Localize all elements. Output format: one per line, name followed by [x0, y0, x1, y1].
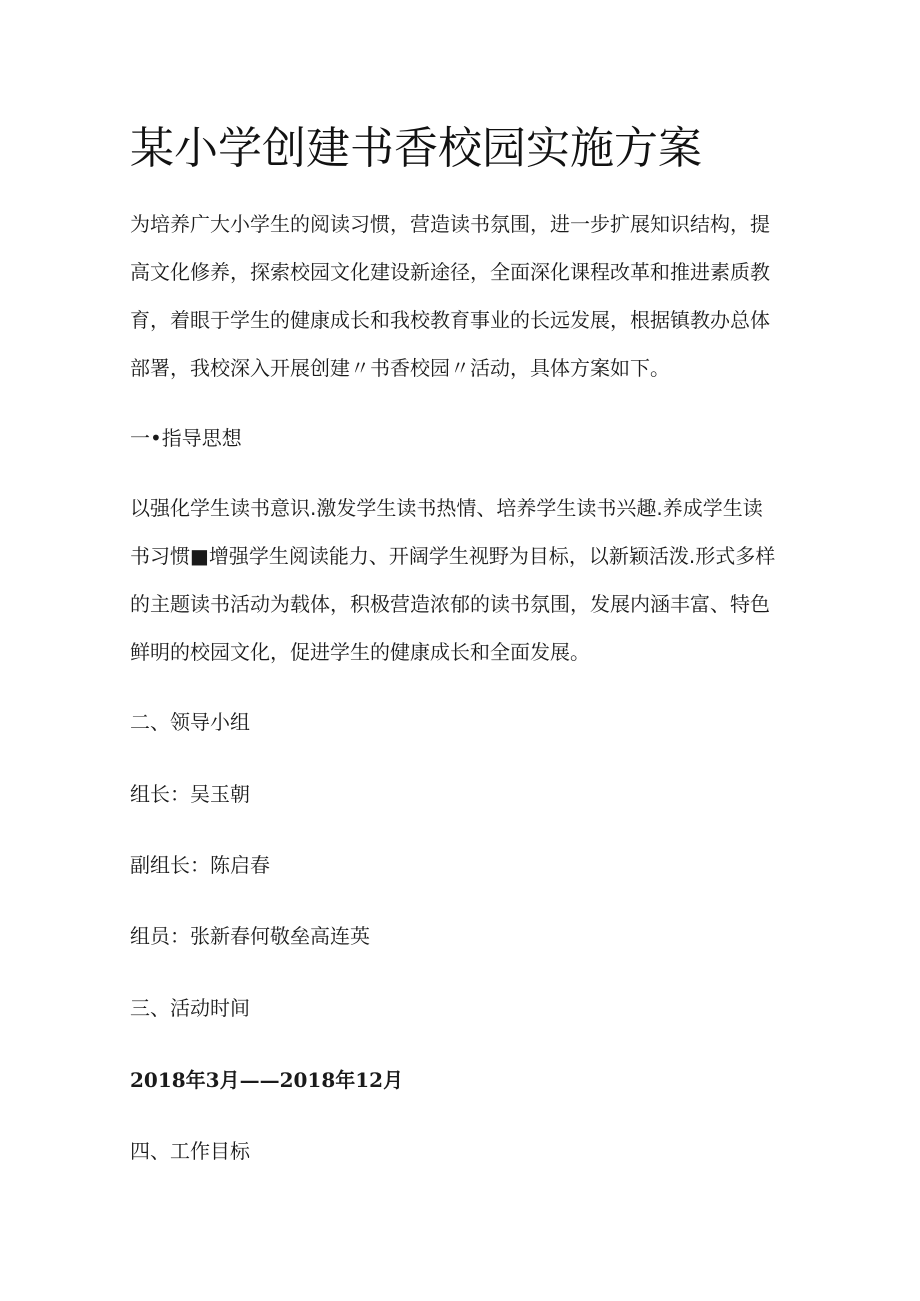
section1-line: 的主题读书活动为载体，积极营造浓郁的读书氛围，发展内涵丰富、特色: [130, 592, 770, 616]
intro-line: 高文化修养，探索校园文化建设新途径，全面深化课程改革和推进素质教: [130, 260, 770, 284]
members-line: 组员：张新春何敬垒高连英: [130, 924, 370, 948]
section2-heading: 二、领导小组: [130, 710, 250, 734]
section1-line: 书习惯■增强学生阅读能力、开阔学生视野为目标，以新颖活泼.形式多样: [130, 544, 776, 568]
section1-line: 鲜明的校园文化，促进学生的健康成长和全面发展。: [130, 640, 590, 664]
leader-line: 组长：吴玉朝: [130, 782, 250, 806]
activity-period: 2018年3月——2018年12月: [130, 1068, 404, 1092]
section3-heading: 三、活动时间: [130, 996, 250, 1020]
intro-line: 为培养广大小学生的阅读习惯，营造读书氛围，进一步扩展知识结构，提: [130, 212, 770, 236]
intro-line: 部署，我校深入开展创建〃书香校园〃活动，具体方案如下。: [130, 356, 670, 380]
document-title: 某小学创建书香校园实施方案: [130, 123, 702, 174]
intro-paragraph: [130, 200, 790, 392]
section4-heading: 四、工作目标: [130, 1139, 250, 1163]
section1-paragraph: [130, 484, 790, 676]
intro-line: 育，着眼于学生的健康成长和我校教育事业的长远发展，根据镇教办总体: [130, 308, 770, 332]
section1-heading: 一•指导思想: [130, 426, 242, 450]
deputy-leader-line: 副组长：陈启春: [130, 853, 270, 877]
section1-line: 以强化学生读书意识.激发学生读书热情、培养学生读书兴趣.养成学生读: [130, 496, 763, 520]
